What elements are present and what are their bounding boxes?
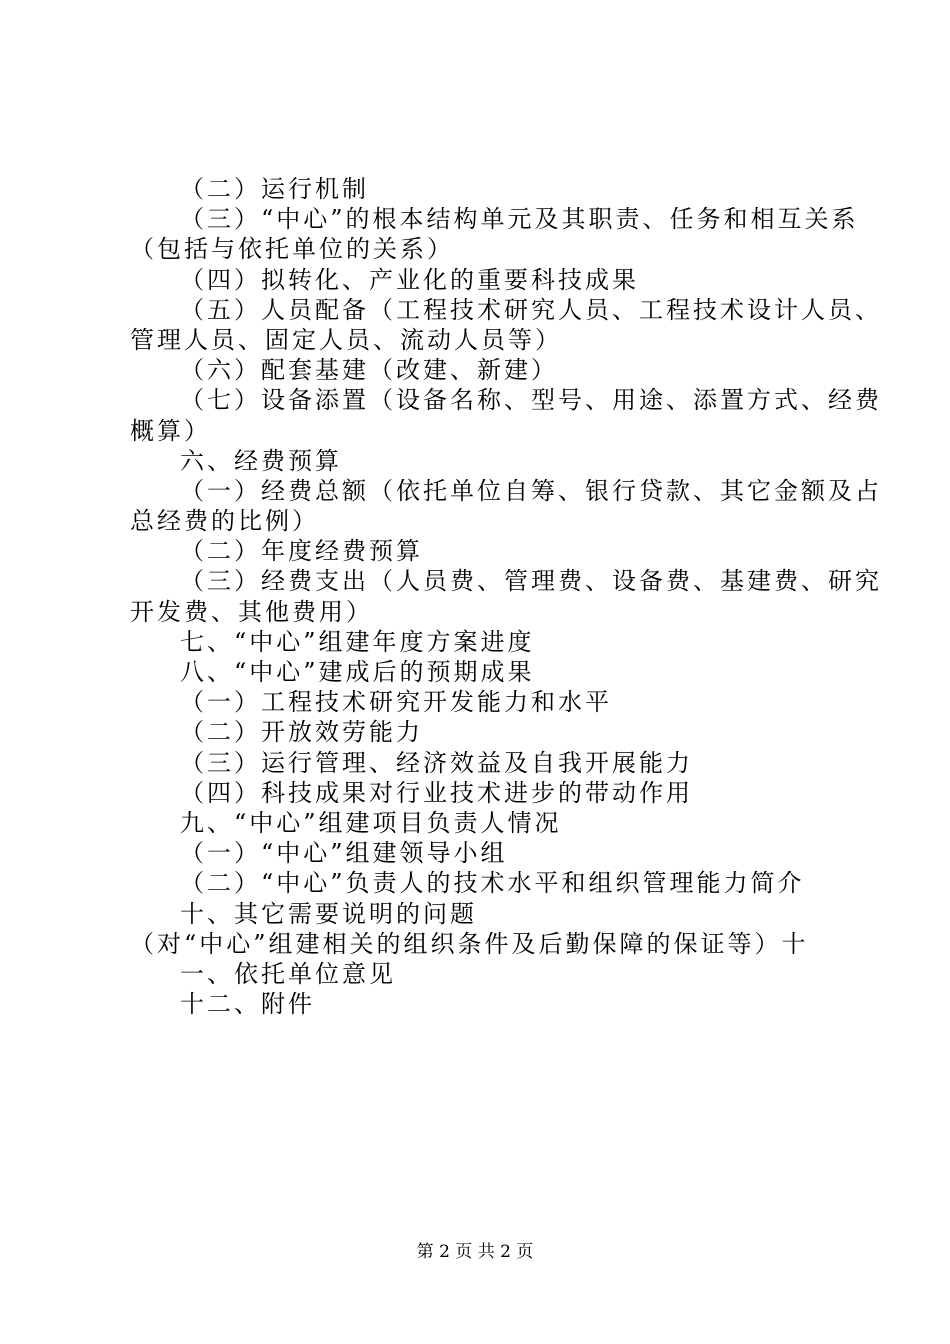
text-line: （三）经费支出（人员费、管理费、设备费、基建费、研究 <box>180 567 882 596</box>
text-line: （二）年度经费预算 <box>180 537 423 566</box>
text-line: （二）开放效劳能力 <box>180 718 423 747</box>
page-number-footer: 第 2 页 共 2 页 <box>416 1242 534 1262</box>
section-heading: 一、依托单位意见 <box>180 959 396 988</box>
text-line: （对“中心”组建相关的组织条件及后勤保障的保证等）十 <box>130 929 809 958</box>
text-line: （二）“中心”负责人的技术水平和组织管理能力简介 <box>180 869 805 898</box>
text-line: （四）拟转化、产业化的重要科技成果 <box>180 265 639 294</box>
document-body <box>130 174 882 1019</box>
section-heading: 六、经费预算 <box>180 446 342 475</box>
text-line: （一）工程技术研究开发能力和水平 <box>180 688 612 717</box>
section-heading: 七、“中心”组建年度方案进度 <box>180 627 535 656</box>
text-line: 总经费的比例） <box>130 507 319 536</box>
section-heading: 十、其它需要说明的问题 <box>180 899 477 928</box>
text-line: （包括与依托单位的关系） <box>130 235 454 264</box>
text-line: （四）科技成果对行业技术进步的带动作用 <box>180 778 693 807</box>
text-line: （一）“中心”组建领导小组 <box>180 839 508 868</box>
text-line: 管理人员、固定人员、流动人员等） <box>130 325 562 354</box>
text-line: （五）人员配备（工程技术研究人员、工程技术设计人员、 <box>180 295 882 324</box>
text-line: （七）设备添置（设备名称、型号、用途、添置方式、经费 <box>180 386 882 415</box>
text-line: （六）配套基建（改建、新建） <box>180 356 558 385</box>
section-heading: 九、“中心”组建项目负责人情况 <box>180 808 562 837</box>
text-line: 概算） <box>130 416 211 445</box>
text-line: （一）经费总额（依托单位自筹、银行贷款、其它金额及占 <box>180 476 882 505</box>
text-line: （三）运行管理、经济效益及自我开展能力 <box>180 748 693 777</box>
section-heading: 十二、附件 <box>180 990 315 1019</box>
text-line: 开发费、其他费用） <box>130 597 373 626</box>
text-line: （三）“中心”的根本结构单元及其职责、任务和相互关系 <box>180 205 859 234</box>
section-heading: 八、“中心”建成后的预期成果 <box>180 658 535 686</box>
text-line: （二）运行机制 <box>180 175 369 203</box>
